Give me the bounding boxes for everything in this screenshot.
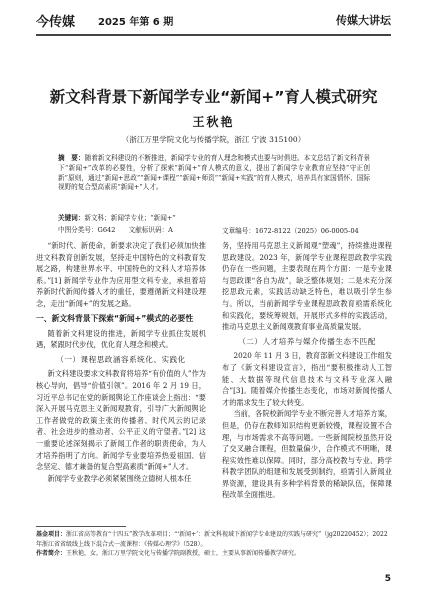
abstract-text: 随着新文科建设的不断推进，新闻学专业的育人理念和模式也要与时俱进。本文总结了新文科背景下“新闻+”改革的必要性，分析了探索“新闻+”育人模式的意义，提出了新闻学专业教育应坚持“守正创新”原则，通过“新闻+思政”“新闻+课程”“新闻+师资”“新闻+实践”的育人模式，培养具有家国情怀、国际视野的复合型高素质“新闻+”人才。: [58, 154, 371, 192]
section-heading-1: 一、新文科背景下探索“新闻+”模式的必要性: [36, 313, 194, 323]
section-1-paragraph-2: 新文科建设要求文科教育将培养“有价值的人”作为核心导向，倡导“价值引领”。2016 年 2 月 19 日，习近平总书记在党的新闻舆论工作座谈会上指出：“要深入开展马克思主义新闻观教育，引导广大新闻舆论工作者做党的政策主张的传播者、时代风云的记录者、社会进步的推动者、公平正义的守望者。”[2] 这一重要论述深刻揭示了新闻工作者的职责使命，为人才培养指明了方向。新闻学专业要培养热爱祖国、信念坚定、德才兼备的复合型高素质“新闻+”人才。: [36, 369, 206, 472]
header-rule: [36, 34, 391, 36]
article-author: 王秋艳: [192, 115, 235, 129]
subsection-heading-1: （一）课程思政涵容系统化、实践化: [56, 354, 186, 364]
right-column: [222, 240, 392, 501]
right-paragraph-2: 2020 年 11 月 3 日，教育部新文科建设工作组发布了《新文科建设宣言》，指出“要积极推动人工智能、大数据等现代信息技术与文科专业深入融合”[3]。随着媒介传播生态变化，市场对新闻传播人才的需求发生了较大转变。: [222, 351, 392, 407]
keywords-label: 关键词：: [58, 214, 85, 222]
author-note: [36, 549, 391, 559]
keywords-text: 新文科；新闻学专业；“新闻+”: [84, 214, 176, 222]
running-header: [0, 0, 427, 40]
article-number: 文章编号：1672-8122（2025）06-0005-04: [222, 227, 359, 235]
fund-text: 浙江省高等教育“十四五”教学改革项目；“‘新闻+’：新文科视域下新闻学专业建设的实践与研究”（jg20220452）；2022 年浙江省省级线上线下混合式一流课程：《传媒心理学》（528）。: [36, 531, 388, 548]
abstract-label: 摘 要：: [58, 154, 85, 162]
article-title: 新文科背景下新闻学专业“新闻+”育人模式研究: [49, 88, 378, 106]
author-bio-label: 作者简介：: [36, 550, 67, 557]
fund-label: 基金项目：: [36, 531, 67, 538]
document-code: 文献标识码：A: [128, 226, 173, 234]
fund-note: [36, 530, 391, 549]
issue-label: 2025 年第 6 期: [98, 17, 174, 28]
subsection-heading-2: （二）人才培养与媒介传播生态不匹配: [238, 336, 376, 346]
section-1-paragraph-3: 新闻学专业教学必须紧紧围绕立德树人根本任: [47, 473, 192, 483]
author-bio-text: 王秋艳，女，浙江万里学院文化与传播学院副教授，硕士，主要从事新闻传播教学研究。: [66, 550, 301, 557]
footnote: [36, 530, 391, 559]
abstract: [58, 154, 370, 193]
author-affiliation: （浙江万里学院文化与传播学院，浙江 宁波 315100）: [121, 135, 306, 144]
section-1-paragraph-1: 随着新文科建设的推进，新闻学专业抓住发展机遇，紧跟时代步伐，优化育人理念和模式。: [36, 328, 206, 350]
clc-number: 中图分类号：G642: [58, 226, 116, 234]
section-label: 传媒大讲坛: [336, 14, 391, 27]
keywords: [58, 212, 370, 222]
footnote-rule: [36, 526, 126, 527]
intro-paragraph: “新时代、新使命，新要求决定了我们必须加快推进文科教育创新发展，坚持走中国特色的文科教育发展之路，构建世界水平、中国特色的文科人才培养体系。”[1] 新闻学专业作为应用型文科专业，承担着培养新时代新闻传播人才的重任，要遵循新文科建设理念，走出“新闻+”的发展之路。: [36, 241, 206, 308]
right-paragraph-3: 当前，各院校新闻学专业不断完善人才培养方案，但是，仍存在教师知识结构更新较慢，课程设置不合理，与市场需求不高等问题。一些新闻院校虽然开设了交叉融合课程，但数量偏少，合作模式不明晰，课程实效性难以保障。同时，部分高校教与专业、跨学科教学团队的组建和发展受到制约，亟需引入新闻业界资源，建设具有多种学科背景的稀缺队伍，保障课程改革全面推进。: [222, 409, 392, 500]
left-column: [36, 240, 206, 484]
right-paragraph-1: 务，坚持用马克思主义新闻观“塑魂”，持续推进课程思政建设。2023 年，新闻学专业课程思政教学实践仍存在一些问题，主要表现在两个方面：一是专业课与思政课“各自为战”，缺乏整体规划；二是未充分深挖思政元素，实践活动缺乏特色，难以吸引学生参与。所以，当前新闻学专业课程思政教育亟需系统化和实践化，要统筹规划，开展形式多样的实践活动，推动马克思主义新闻观教育事业高质量发展。: [222, 241, 392, 332]
page-number: 5: [384, 574, 391, 584]
journal-name: 今传媒: [36, 15, 76, 30]
